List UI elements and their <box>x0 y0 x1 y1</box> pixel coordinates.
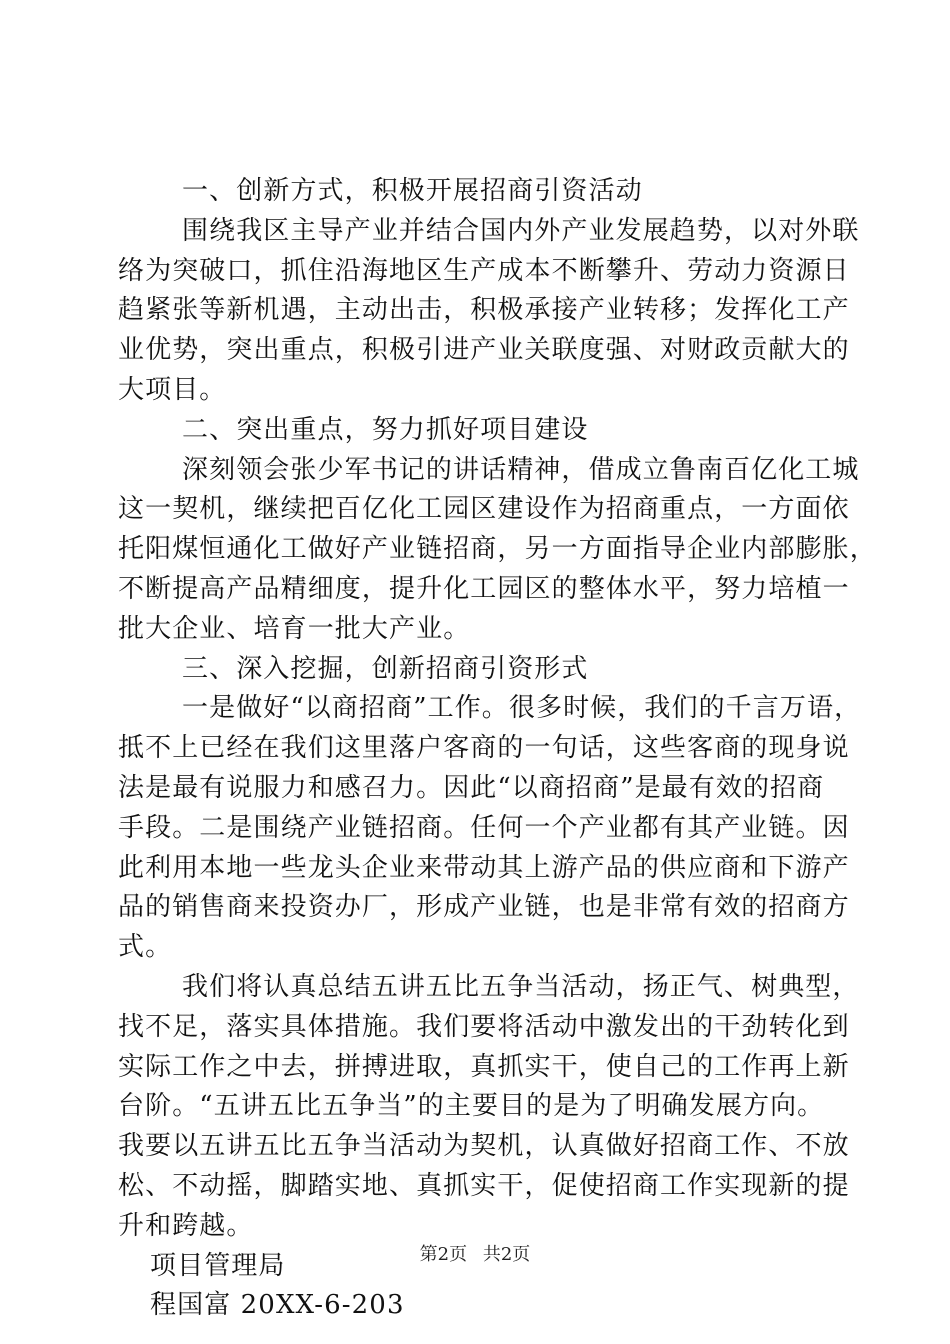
signature-organization: 项目管理局 <box>150 1250 286 1281</box>
page-footer <box>0 1243 950 1267</box>
paragraph-line: 托阳煤恒通化工做好产业链招商，另一方面指导企业内部膨胀， <box>118 534 877 565</box>
paragraph-line: 批大企业、培育一批大产业。 <box>118 613 471 644</box>
paragraph-line: 此利用本地一些龙头企业来带动其上游产品的供应商和下游产 <box>118 852 850 883</box>
paragraph-line: 台阶。“五讲五比五争当”的主要目的是为了明确发展方向。 <box>118 1091 825 1122</box>
paragraph-line: 松、不动摇，脚踏实地、真抓实干，促使招商工作实现新的提 <box>118 1170 850 1201</box>
paragraph-line: 抵不上已经在我们这里落户客商的一句话，这些客商的现身说 <box>118 733 850 764</box>
paragraph-first-line: 深刻领会张少军书记的讲话精神，借成立鲁南百亿化工城 <box>182 454 860 485</box>
paragraph-first-line: 一是做好“以商招商”工作。很多时候，我们的千言万语， <box>182 693 862 724</box>
paragraph-line: 找不足，落实具体措施。我们要将活动中激发出的干劲转化到 <box>118 1011 850 1042</box>
paragraph-line: 业优势，突出重点，积极引进产业关联度强、对财政贡献大的 <box>118 335 850 366</box>
paragraph-first-line: 二、突出重点，努力抓好项目建设 <box>182 414 589 445</box>
paragraph-line: 这一契机，继续把百亿化工园区建设作为招商重点，一方面依 <box>118 494 850 525</box>
paragraph-first-line: 三、深入挖掘，创新招商引资形式 <box>182 653 589 684</box>
paragraph-first-line: 围绕我区主导产业并结合国内外产业发展趋势，以对外联 <box>182 215 860 246</box>
paragraph-first-line: 我们将认真总结五讲五比五争当活动，扬正气、树典型， <box>182 971 860 1002</box>
paragraph-line: 式。 <box>118 932 173 963</box>
paragraph-line: 升和跨越。 <box>118 1210 254 1241</box>
paragraph-line: 品的销售商来投资办厂，形成产业链，也是非常有效的招商方 <box>118 892 850 923</box>
paragraph-line: 趋紧张等新机遇，主动出击，积极承接产业转移；发挥化工产 <box>118 295 850 326</box>
page-number: 第2页 <box>419 1244 468 1265</box>
paragraph-line: 络为突破口，抓住沿海地区生产成本不断攀升、劳动力资源日 <box>118 255 850 286</box>
paragraph-line: 我要以五讲五比五争当活动为契机，认真做好招商工作、不放 <box>118 1131 850 1162</box>
paragraph-line: 实际工作之中去，拼搏进取，真抓实干，使自己的工作再上新 <box>118 1051 850 1082</box>
document-body <box>118 172 877 1326</box>
paragraph-line: 法是最有说服力和感召力。因此“以商招商”是最有效的招商 <box>118 772 825 803</box>
signature-author-date: 程国富 20XX-6-203 <box>150 1290 405 1321</box>
paragraph-line: 不断提高产品精细度，提升化工园区的整体水平，努力培植一 <box>118 573 850 604</box>
paragraph-line: 大项目。 <box>118 374 227 405</box>
paragraph-first-line: 一、创新方式，积极开展招商引资活动 <box>182 176 643 206</box>
page-total: 共2页 <box>482 1244 531 1265</box>
paragraph-line: 手段。二是围绕产业链招商。任何一个产业都有其产业链。因 <box>118 812 850 843</box>
